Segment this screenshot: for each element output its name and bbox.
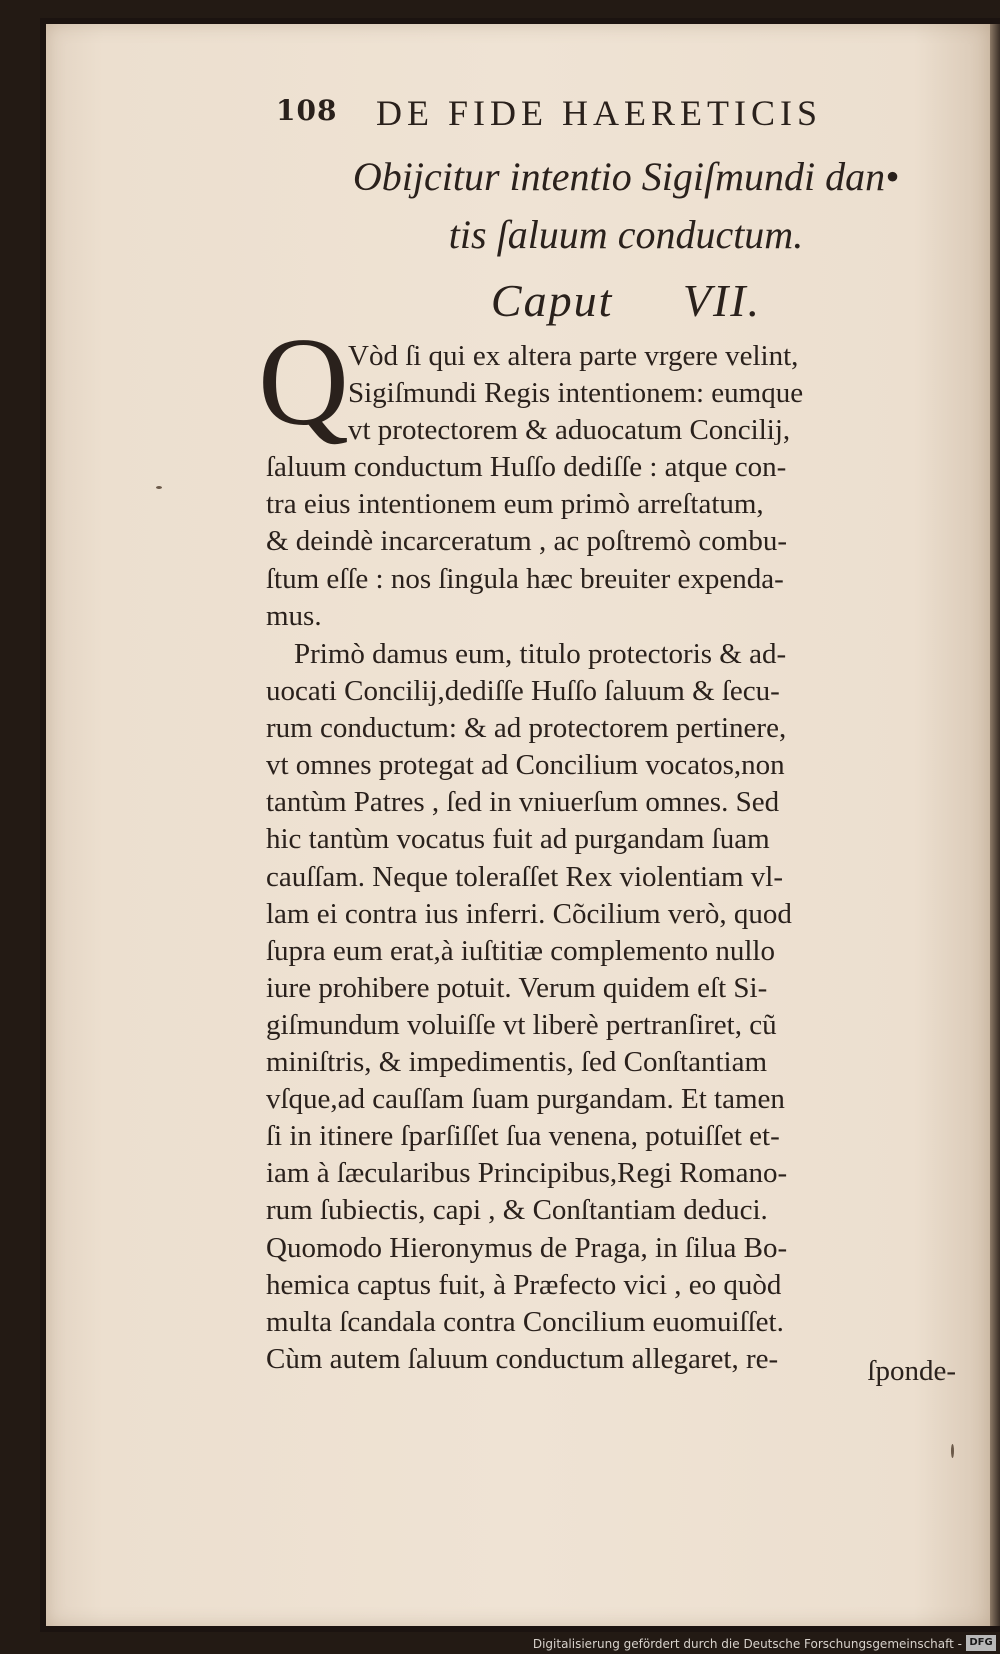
drop-cap: Q	[258, 313, 349, 452]
paragraph-1	[258, 313, 956, 635]
text-line: Cùm autem ſaluum conductum allegaret, re-	[266, 1342, 779, 1375]
text-line: rum conductum: & ad protectorem pertinere,	[266, 712, 787, 745]
paper-speck	[156, 486, 162, 489]
page-gutter	[990, 24, 1000, 1626]
text-line: giſmundum voluiſſe vt liberè pertranſiret, cũ	[266, 1008, 777, 1041]
catchword: ſponde-	[867, 1355, 956, 1387]
footer-bar	[0, 1632, 1000, 1654]
text-line: mus.	[266, 599, 322, 632]
text-line: Primò damus eum, titulo protectoris & ad-	[294, 638, 787, 670]
text-line: ſaluum conductum Huſſo dediſſe : atque con-	[266, 451, 787, 484]
text-line: Quomodo Hieronymus de Praga, in ſilua Bo-	[266, 1231, 788, 1264]
text-line: hemica captus fuit, à Præfecto vici , eo quòd	[266, 1268, 782, 1301]
text-line: tantùm Patres , ſed in vniuerſum omnes. Sed	[266, 786, 780, 819]
text-line: ſupra eum erat,à iuſtitiæ complemento nullo	[266, 934, 775, 967]
text-line: Vòd ſi qui ex altera parte vrgere velint,	[348, 340, 799, 372]
chapter-number: Caput VII.	[490, 275, 762, 326]
page-number: 108	[276, 94, 338, 127]
running-head	[276, 88, 916, 138]
scanned-page	[46, 24, 990, 1626]
chapter-heading	[296, 148, 956, 264]
text-line: cauſſam. Neque toleraſſet Rex violentiam vl-	[266, 860, 783, 893]
text-line: hic tantùm vocatus fuit ad purgandam ſuam	[266, 823, 770, 856]
paragraph-2	[266, 636, 956, 1378]
text-line: rum ſubiectis, capi , & Conſtantiam deduci.	[266, 1194, 768, 1227]
text-line: uocati Concilij,dediſſe Huſſo ſaluum & ſecu-	[266, 675, 780, 708]
running-title: DE FIDE HAERETICIS	[376, 93, 822, 133]
text-line: tra eius intentionem eum primò arreſtatum,	[266, 488, 764, 521]
text-line: iam à ſæcularibus Principibus,Regi Romano-	[266, 1157, 788, 1190]
text-line: lam ei contra ius inferri. Cõcilium verò, quod	[266, 897, 792, 930]
text-line: Sigiſmundi Regis intentionem: eumque	[348, 377, 804, 410]
text-line: vſque,ad cauſſam ſuam purgandam. Et tamen	[266, 1083, 785, 1116]
text-line: vt protectorem & aduocatum Concilij,	[348, 414, 791, 447]
text-line: miniſtris, & impedimentis, ſed Conſtantiam	[266, 1046, 768, 1079]
chapter-heading-line: tis ſaluum conductum.	[448, 212, 804, 257]
chapter-heading-line: Obijcitur intentio Sigiſmundi dan•	[352, 154, 900, 199]
text-line: ſtum eſſe : nos ſingula hæc breuiter expenda-	[266, 562, 784, 595]
paper-speck	[951, 1444, 954, 1458]
funding-credit: Digitalisierung gefördert durch die Deutsche Forschungsgemeinschaft -	[532, 1637, 962, 1651]
text-line: vt omnes protegat ad Concilium vocatos,non	[266, 749, 785, 782]
text-line: ſi in itinere ſparſiſſet ſua venena, potuiſſet et-	[266, 1120, 780, 1153]
text-line: multa ſcandala contra Concilium euomuiſſet.	[266, 1305, 784, 1338]
text-line: iure prohibere potuit. Verum quidem eſt Si-	[266, 971, 768, 1004]
dfg-logo: DFG	[966, 1635, 996, 1651]
page-content	[46, 24, 990, 1626]
text-line: & deindè incarceratum , ac poſtremò combu-	[266, 525, 787, 558]
